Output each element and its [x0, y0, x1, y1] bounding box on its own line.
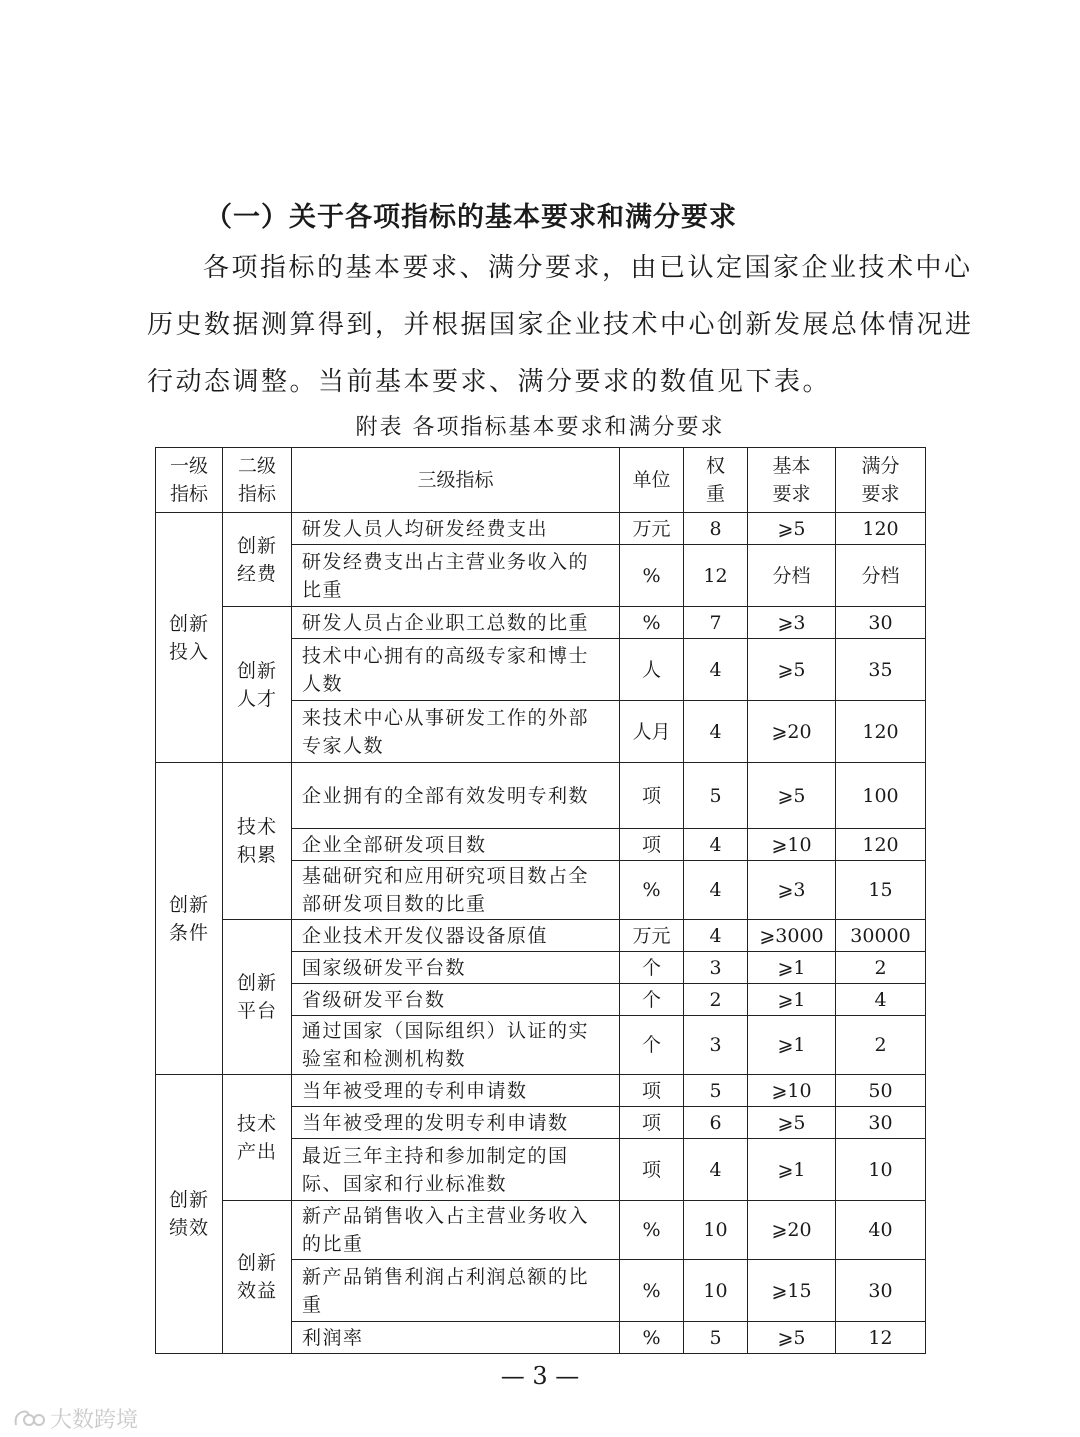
cell-text-line: 技术 [236, 816, 277, 838]
level3-indicator [292, 1322, 620, 1354]
watermark [12, 1403, 138, 1434]
cell-text-line: 创新 [236, 534, 277, 557]
cell-text-line: 企业全部研发项目数 [302, 833, 487, 856]
cell-text-line: 创新 [236, 1252, 277, 1274]
cell-weight: 5 [684, 763, 748, 829]
level3-indicator [292, 701, 620, 763]
level2-indicator [223, 607, 292, 763]
cell-basic-requirement: ⩾10 [748, 829, 836, 861]
cell-full-requirement: 50 [836, 1075, 926, 1107]
header-level1: 一级 指标 [156, 448, 223, 513]
cell-text-line: 当年被受理的发明专利申请数 [302, 1111, 569, 1134]
cell-unit: % [620, 1260, 684, 1322]
level3-indicator [292, 952, 620, 984]
cell-weight: 4 [684, 920, 748, 952]
cell-full-requirement: 120 [836, 701, 926, 763]
intro-paragraph [147, 240, 974, 411]
cell-text-line: 积累 [236, 844, 277, 866]
cell-full-requirement: 30 [836, 1260, 926, 1322]
header-weight: 权 重 [684, 448, 748, 513]
level3-indicator [292, 984, 620, 1016]
level2-indicator [223, 513, 292, 607]
cell-basic-requirement: ⩾3 [748, 607, 836, 639]
level2-indicator [223, 763, 292, 920]
cell-basic-requirement: ⩾20 [748, 701, 836, 763]
table-row [156, 763, 926, 829]
cell-text-line: 来技术中心从事研发工作的外部 [302, 706, 590, 729]
cell-unit: 个 [620, 984, 684, 1016]
cell-full-requirement: 10 [836, 1139, 926, 1201]
cell-text-line: 验室和检测机构数 [302, 1048, 467, 1070]
cell-unit: 项 [620, 1107, 684, 1139]
cell-unit: 个 [620, 1016, 684, 1075]
cell-text-line: 技术中心拥有的高级专家和博士 [302, 644, 590, 667]
header-level3: 三级指标 [292, 448, 620, 513]
paragraph-line: 历史数据测算得到，并根据国家企业技术中心创新发展总体情况进 [147, 310, 974, 340]
section-heading: （一）关于各项指标的基本要求和满分要求 [205, 202, 737, 233]
cell-full-requirement: 30 [836, 607, 926, 639]
cell-text-line: 研发人员占企业职工总数的比重 [302, 611, 590, 634]
cell-text-line: 人数 [302, 672, 344, 695]
cell-unit: % [620, 607, 684, 639]
level3-indicator [292, 513, 620, 545]
cell-text-line: 研发人员人均研发经费支出 [302, 517, 549, 540]
cell-full-requirement: 30 [836, 1107, 926, 1139]
cell-text-line: 条件 [168, 921, 209, 944]
indicator-table [155, 447, 926, 1354]
cell-text-line: 利润率 [302, 1326, 364, 1349]
cell-unit: 万元 [620, 920, 684, 952]
level3-indicator [292, 763, 620, 829]
cell-full-requirement: 4 [836, 984, 926, 1016]
cell-full-requirement: 120 [836, 829, 926, 861]
cell-text-line: 基础研究和应用研究项目数占全 [302, 865, 590, 887]
cell-text-line: 新产品销售收入占主营业务收入 [302, 1205, 590, 1227]
cell-unit: 项 [620, 1075, 684, 1107]
cell-unit: % [620, 1201, 684, 1260]
header-level2: 二级 指标 [223, 448, 292, 513]
cell-basic-requirement: ⩾5 [748, 639, 836, 701]
header-full: 满分 要求 [836, 448, 926, 513]
cell-weight: 4 [684, 639, 748, 701]
level3-indicator [292, 639, 620, 701]
cell-text-line: 通过国家（国际组织）认证的实 [302, 1020, 590, 1042]
cell-text-line: 创新 [236, 972, 277, 994]
cell-text-line: 投入 [168, 640, 209, 663]
level3-indicator [292, 1201, 620, 1260]
cell-text-line: 技术 [236, 1112, 277, 1135]
cell-text-line: 产出 [236, 1140, 277, 1163]
cell-unit: % [620, 1322, 684, 1354]
cell-basic-requirement: 分档 [748, 545, 836, 607]
header-basic: 基本 要求 [748, 448, 836, 513]
cell-basic-requirement: ⩾3 [748, 861, 836, 920]
cell-unit: 人月 [620, 701, 684, 763]
cell-text-line: 人才 [236, 687, 277, 710]
cell-unit: 项 [620, 829, 684, 861]
cell-weight: 6 [684, 1107, 748, 1139]
cell-text-line: 最近三年主持和参加制定的国 [302, 1144, 569, 1167]
level1-indicator [156, 763, 223, 1075]
level3-indicator [292, 607, 620, 639]
cell-basic-requirement: ⩾5 [748, 513, 836, 545]
cell-text-line: 效益 [236, 1280, 277, 1302]
cell-text-line: 新产品销售利润占利润总额的比 [302, 1265, 590, 1288]
cell-weight: 10 [684, 1201, 748, 1260]
cell-text-line: 企业拥有的全部有效发明专利数 [302, 784, 590, 807]
header-unit: 单位 [620, 448, 684, 513]
cell-full-requirement: 2 [836, 952, 926, 984]
cell-weight: 4 [684, 1139, 748, 1201]
level1-indicator [156, 1075, 223, 1354]
level3-indicator [292, 920, 620, 952]
table-row [156, 513, 926, 545]
cell-text-line: 创新 [168, 1189, 209, 1211]
watermark-text: 大数跨境 [50, 1408, 139, 1433]
level2-indicator [223, 1201, 292, 1354]
level3-indicator [292, 1139, 620, 1201]
cell-text-line: 专家人数 [302, 734, 385, 757]
page-number: — 3 — [500, 1362, 580, 1390]
cell-unit: % [620, 545, 684, 607]
level3-indicator [292, 1075, 620, 1107]
cell-full-requirement: 15 [836, 861, 926, 920]
cell-text-line: 创新 [168, 612, 209, 635]
cell-basic-requirement: ⩾1 [748, 952, 836, 984]
level3-indicator [292, 829, 620, 861]
cell-text-line: 省级研发平台数 [302, 988, 446, 1011]
cell-text-line: 比重 [302, 578, 344, 601]
table-row [156, 607, 926, 639]
cell-unit: 项 [620, 1139, 684, 1201]
watermark-logo-icon [12, 1407, 46, 1431]
cell-weight: 4 [684, 701, 748, 763]
cell-full-requirement: 分档 [836, 545, 926, 607]
cell-text-line: 国家级研发平台数 [302, 956, 467, 979]
paragraph-line: 行动态调整。当前基本要求、满分要求的数值见下表。 [147, 367, 832, 397]
cell-text-line: 研发经费支出占主营业务收入的 [302, 550, 590, 573]
cell-weight: 7 [684, 607, 748, 639]
paragraph-line: 各项指标的基本要求、满分要求，由已认定国家企业技术中心 [203, 253, 973, 283]
cell-text-line: 重 [302, 1293, 323, 1316]
cell-weight: 4 [684, 861, 748, 920]
cell-basic-requirement: ⩾1 [748, 1016, 836, 1075]
cell-basic-requirement: ⩾5 [748, 763, 836, 829]
cell-full-requirement: 120 [836, 513, 926, 545]
cell-text-line: 当年被受理的专利申请数 [302, 1079, 528, 1102]
cell-text-line: 创新 [168, 893, 209, 916]
table-caption: 附表 各项指标基本要求和满分要求 [355, 415, 725, 440]
cell-full-requirement: 100 [836, 763, 926, 829]
cell-basic-requirement: ⩾10 [748, 1075, 836, 1107]
level3-indicator [292, 861, 620, 920]
cell-unit: % [620, 861, 684, 920]
cell-text-line: 平台 [236, 1000, 277, 1022]
cell-weight: 10 [684, 1260, 748, 1322]
cell-basic-requirement: ⩾1 [748, 984, 836, 1016]
cell-text-line: 绩效 [168, 1217, 209, 1239]
table-row [156, 1075, 926, 1107]
cell-weight: 4 [684, 829, 748, 861]
cell-unit: 项 [620, 763, 684, 829]
cell-basic-requirement: ⩾15 [748, 1260, 836, 1322]
cell-weight: 2 [684, 984, 748, 1016]
level2-indicator [223, 920, 292, 1075]
cell-full-requirement: 35 [836, 639, 926, 701]
cell-text-line: 际、国家和行业标准数 [302, 1172, 508, 1195]
cell-unit: 个 [620, 952, 684, 984]
level3-indicator [292, 1107, 620, 1139]
level2-indicator [223, 1075, 292, 1201]
level3-indicator [292, 1260, 620, 1322]
cell-basic-requirement: ⩾3000 [748, 920, 836, 952]
cell-basic-requirement: ⩾5 [748, 1322, 836, 1354]
cell-weight: 8 [684, 513, 748, 545]
cell-weight: 5 [684, 1322, 748, 1354]
cell-unit: 万元 [620, 513, 684, 545]
cell-text-line: 企业技术开发仪器设备原值 [302, 924, 549, 947]
level3-indicator [292, 1016, 620, 1075]
cell-full-requirement: 40 [836, 1201, 926, 1260]
cell-weight: 3 [684, 952, 748, 984]
cell-basic-requirement: ⩾1 [748, 1139, 836, 1201]
table-row [156, 920, 926, 952]
cell-text-line: 经费 [236, 562, 277, 585]
cell-text-line: 部研发项目数的比重 [302, 893, 487, 915]
cell-weight: 3 [684, 1016, 748, 1075]
table-header-row [156, 448, 926, 513]
cell-full-requirement: 2 [836, 1016, 926, 1075]
cell-full-requirement: 30000 [836, 920, 926, 952]
cell-unit: 人 [620, 639, 684, 701]
cell-full-requirement: 12 [836, 1322, 926, 1354]
cell-basic-requirement: ⩾5 [748, 1107, 836, 1139]
cell-text-line: 创新 [236, 659, 277, 682]
cell-weight: 5 [684, 1075, 748, 1107]
level3-indicator [292, 545, 620, 607]
cell-text-line: 的比重 [302, 1233, 364, 1255]
table-row [156, 1201, 926, 1260]
level1-indicator [156, 513, 223, 763]
cell-basic-requirement: ⩾20 [748, 1201, 836, 1260]
cell-weight: 12 [684, 545, 748, 607]
